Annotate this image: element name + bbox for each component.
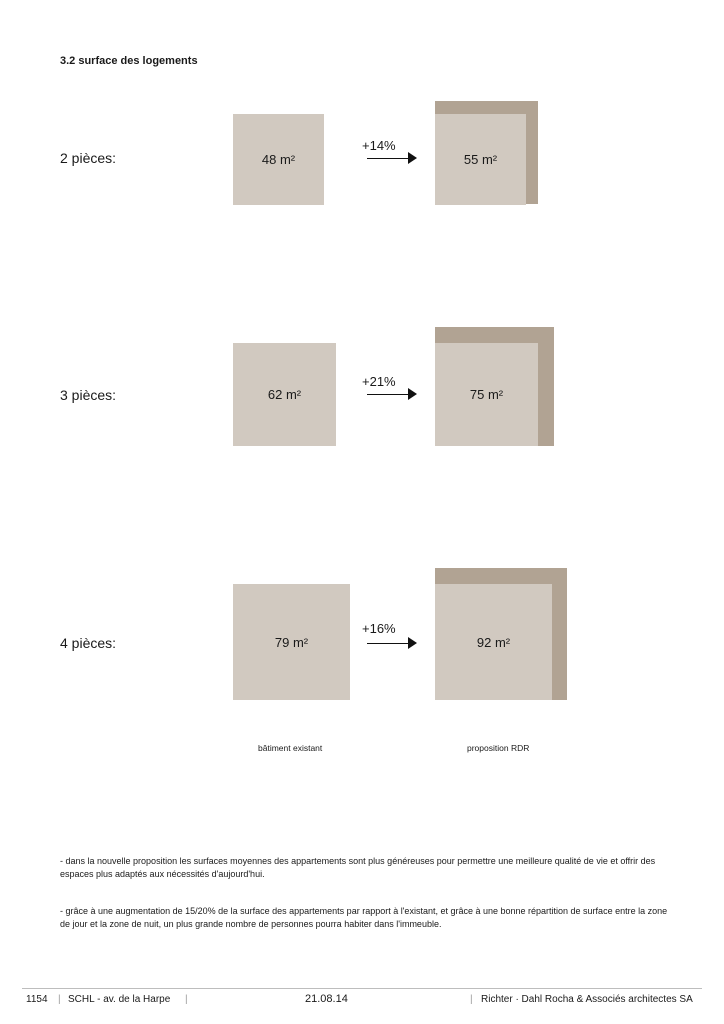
caption-existing-building: bâtiment existant: [258, 743, 323, 753]
existing-surface-square-2-pieces: [233, 114, 324, 205]
footer-project-name: SCHL - av. de la Harpe: [68, 994, 171, 1005]
increase-percentage: +16%: [362, 621, 396, 636]
footer-divider: [22, 988, 702, 989]
footer-date: 21.08.14: [305, 993, 348, 1005]
arrow-right-icon: [367, 152, 417, 164]
existing-surface-value: 79 m²: [274, 634, 309, 650]
proposed-surface-value: 55 m²: [463, 152, 498, 167]
note-paragraph-1: - dans la nouvelle proposition les surfaces moyennes des appartements sont plus généreuses pour permettre une meilleure qualité de vie et offrir des espaces plus adaptés aux nécessités d'aujourd'hui.: [60, 856, 656, 879]
proposed-surface-square-4-pieces: [435, 584, 552, 700]
increase-percentage: +14%: [362, 138, 396, 153]
existing-surface-value: 48 m²: [261, 152, 296, 167]
footer-separator: |: [185, 994, 188, 1005]
proposed-surface-value: 75 m²: [469, 387, 504, 402]
row-label-3-pieces: 3 pièces:: [60, 387, 117, 403]
existing-surface-square-3-pieces: [233, 343, 336, 446]
proposed-surface-square-2-pieces: [435, 114, 526, 205]
arrow-right-icon: [367, 388, 417, 400]
footer-separator: |: [58, 994, 61, 1005]
caption-proposal: proposition RDR: [467, 743, 530, 753]
proposed-surface-value: 92 m²: [476, 634, 511, 650]
note-paragraph-2: - grâce à une augmentation de 15/20% de la surface des appartements par rapport à l'existant, et grâce à une bonne répartition de surface entre la zone de jour et la zone de nuit, un plus grande nombre de personnes pourra habiter dans l'immeuble.: [60, 906, 668, 929]
existing-surface-value: 62 m²: [267, 387, 302, 402]
arrow-right-icon: [367, 637, 417, 649]
section-title: 3.2 surface des logements: [60, 55, 198, 67]
footer-separator: |: [470, 994, 473, 1005]
footer-office-name: Richter · Dahl Rocha & Associés architectes SA: [481, 994, 693, 1005]
proposed-surface-square-3-pieces: [435, 343, 538, 446]
row-label-2-pieces: 2 pièces:: [60, 150, 117, 166]
row-label-4-pieces: 4 pièces:: [60, 635, 117, 651]
footer-page-number: 1154: [26, 994, 48, 1005]
existing-surface-square-4-pieces: [233, 584, 350, 700]
increase-percentage: +21%: [362, 374, 396, 389]
